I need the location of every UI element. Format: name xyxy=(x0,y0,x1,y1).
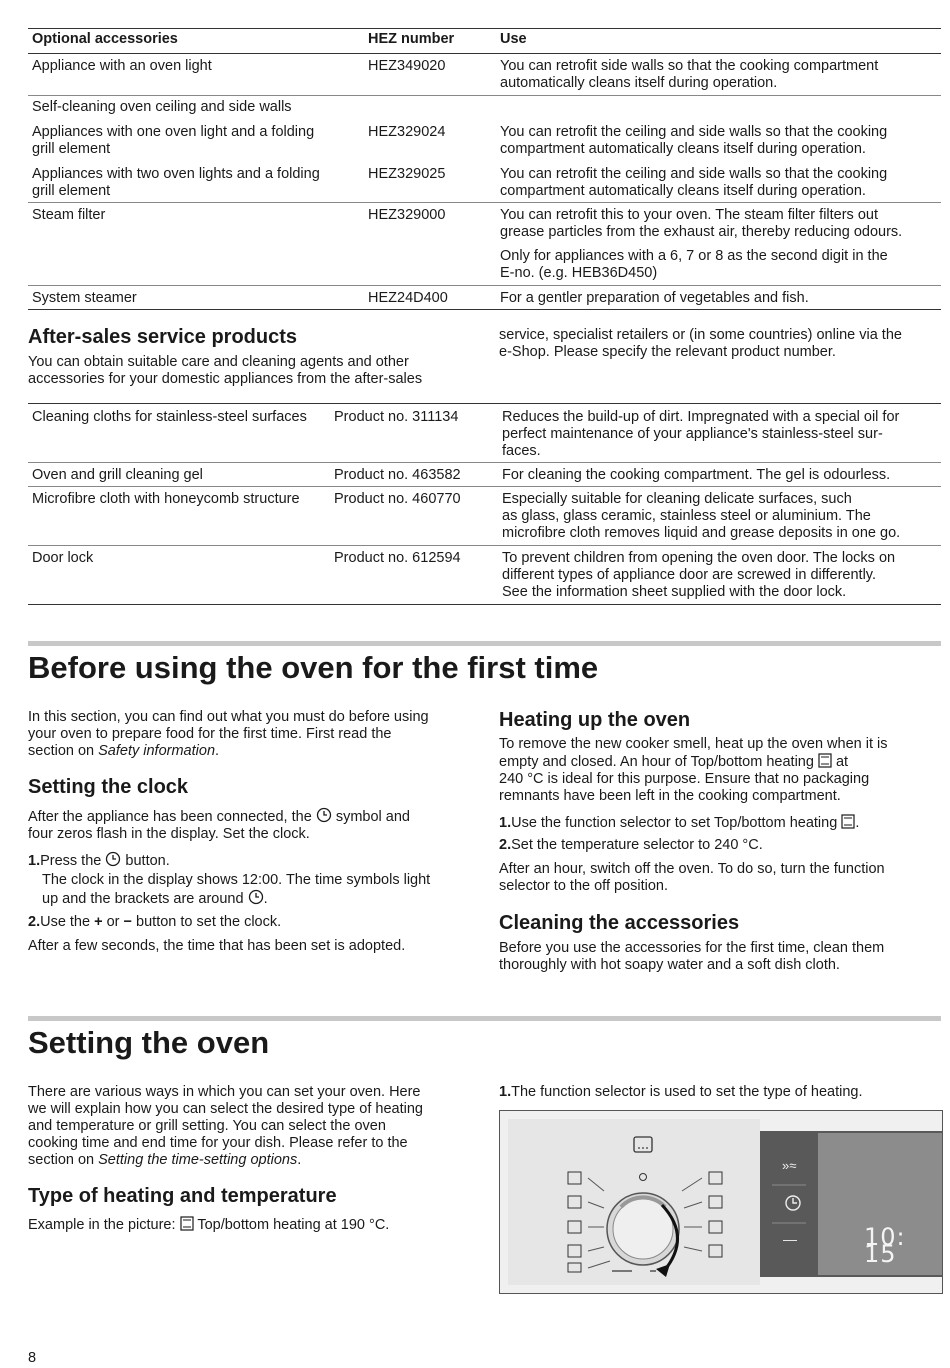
row-rule xyxy=(28,462,941,463)
heating-after: After an hour, switch off the oven. To do so, turn the function selector to the off position. xyxy=(499,861,885,894)
after-sales-top-rule xyxy=(28,403,941,404)
top-bottom-heating-icon xyxy=(818,753,832,768)
use-text: You can retrofit the ceiling and side walls so that the cooking compartment automatically cleans itself during operation. xyxy=(500,166,888,199)
col-header-use: Use xyxy=(500,31,527,47)
safety-information-link[interactable]: Safety information xyxy=(98,743,216,759)
function-selector-step: 1.The function selector is used to set the type of heating. xyxy=(499,1084,863,1100)
setting-oven-intro: There are various ways in which you can set your oven. Here we will explain how you can select the desired type of heating and temperature or grill setting. You can select the oven cooking time and end time for your dish. Please refer to the section on Setting the time-setting options. xyxy=(28,1084,423,1168)
after-sales-bottom-rule xyxy=(28,604,941,605)
section-divider xyxy=(28,641,941,646)
table-row: Microfibre cloth with honeycomb structure xyxy=(32,491,300,507)
clock-step-1: 1.Press the button. xyxy=(28,853,170,869)
heating-step-1: 1.Use the function selector to set Top/bottom heating . xyxy=(499,815,860,831)
clock-step-1-note: The clock in the display shows 12:00. The time symbols light up and the brackets are around . xyxy=(42,872,431,907)
hez-number: HEZ24D400 xyxy=(368,290,448,306)
table-row: Cleaning cloths for stainless-steel surfaces xyxy=(32,409,307,425)
hez-number: HEZ349020 xyxy=(368,58,446,74)
table-row: Appliances with two oven lights and a folding grill element xyxy=(32,166,320,199)
table-row: Door lock xyxy=(32,550,94,566)
table-row: System steamer xyxy=(32,290,137,306)
section-divider xyxy=(28,1016,941,1021)
first-time-intro: In this section, you can find out what you must do before using your oven to prepare food for the first time. First read the section on Safety information. xyxy=(28,709,429,759)
product-number: Product no. 460770 xyxy=(334,491,461,507)
use-text: For a gentler preparation of vegetables and fish. xyxy=(500,290,809,306)
table-bottom-rule xyxy=(28,309,941,310)
after-sales-title: After-sales service products xyxy=(28,326,298,348)
type-heating-example: Example in the picture: Top/bottom heating at 190 °C. xyxy=(28,1217,390,1233)
hez-number: HEZ329000 xyxy=(368,207,446,223)
section-title-first-time: Before using the oven for the first time xyxy=(28,650,599,685)
time-setting-options-link[interactable]: Setting the time-setting options xyxy=(98,1152,298,1168)
use-text: For cleaning the cooking compartment. The gel is odourless. xyxy=(502,467,891,483)
page-number: 8 xyxy=(28,1350,37,1366)
table-row: Oven and grill cleaning gel xyxy=(32,467,203,483)
after-sales-intro-left: You can obtain suitable care and cleaning agents and other accessories for your domestic appliances from the after-sales xyxy=(28,354,423,387)
minus-button-label[interactable]: — xyxy=(783,1231,797,1247)
top-bottom-heating-icon xyxy=(841,814,855,829)
clock-paragraph: After the appliance has been connected, the symbol and four zeros flash in the display. Set the clock. xyxy=(28,809,410,842)
type-heating-title: Type of heating and temperature xyxy=(28,1185,337,1207)
clock-icon xyxy=(316,807,332,823)
table-row: Self-cleaning oven ceiling and side walls xyxy=(32,99,292,115)
col-header-hez: HEZ number xyxy=(368,31,455,47)
use-text: You can retrofit side walls so that the cooking compartment automatically cleans itself during operation. xyxy=(500,58,879,91)
table-header-rule xyxy=(28,53,941,54)
table-top-rule xyxy=(28,28,941,29)
table-row: Steam filter xyxy=(32,207,106,223)
row-rule xyxy=(28,486,941,487)
product-number: Product no. 612594 xyxy=(334,550,461,566)
display-time: 10: 15 xyxy=(864,1223,906,1268)
use-text: You can retrofit this to your oven. The steam filter filters out grease particles from the exhaust air, thereby reducing odours. xyxy=(500,207,903,240)
use-text: Reduces the build-up of dirt. Impregnated with a special oil for perfect maintenance of your appliance's stainless-steel sur- faces. xyxy=(502,409,900,459)
clock-after: After a few seconds, the time that has been set is adopted. xyxy=(28,938,406,954)
clock-step-2: 2.Use the + or − button to set the clock. xyxy=(28,914,282,930)
minus-icon: − xyxy=(123,914,133,930)
clock-icon xyxy=(248,889,264,905)
table-row: Appliances with one oven light and a folding grill element xyxy=(32,124,315,157)
cleaning-paragraph: Before you use the accessories for the first time, clean them thoroughly with hot soapy water and a soft dish cloth. xyxy=(499,940,885,973)
heating-step-2: 2.Set the temperature selector to 240 °C. xyxy=(499,837,763,853)
col-header-accessories: Optional accessories xyxy=(32,31,178,47)
product-number: Product no. 311134 xyxy=(334,409,459,425)
clock-title: Setting the clock xyxy=(28,776,189,798)
heating-title: Heating up the oven xyxy=(499,709,691,731)
heating-paragraph: To remove the new cooker smell, heat up the oven when it is empty and closed. An hour of Top/bottom heating at 240 °C is ideal for this purpose. Ensure that no packaging remnants have been left in the cooking compartment. xyxy=(499,736,888,804)
hez-number: HEZ329025 xyxy=(368,166,446,182)
use-text: Especially suitable for cleaning delicate surfaces, such as glass, glass ceramic, stainless steel or aluminium. The microfibre cloth removes liquid and grease deposits in one go. xyxy=(502,491,901,541)
steam-button-label[interactable]: »≈ xyxy=(782,1158,797,1173)
after-sales-intro-right: service, specialist retailers or (in some countries) online via the e-Shop. Please specify the relevant product number. xyxy=(499,327,902,360)
row-rule xyxy=(28,545,941,546)
oven-control-panel-illustration xyxy=(499,1110,943,1294)
row-rule xyxy=(28,202,941,203)
product-number: Product no. 463582 xyxy=(334,467,461,483)
clock-button-icon xyxy=(105,851,121,867)
row-rule xyxy=(28,95,941,96)
cleaning-title: Cleaning the accessories xyxy=(499,912,740,934)
hez-number: HEZ329024 xyxy=(368,124,446,140)
use-text: To prevent children from opening the oven door. The locks on different types of appliance door are screwed in differently. See the information sheet supplied with the door lock. xyxy=(502,550,896,600)
section-title-setting-oven: Setting the oven xyxy=(28,1025,270,1060)
top-bottom-heating-icon xyxy=(180,1216,194,1231)
row-rule xyxy=(28,285,941,286)
use-text: You can retrofit the ceiling and side walls so that the cooking compartment automatically cleans itself during operation. xyxy=(500,124,888,157)
table-row: Appliance with an oven light xyxy=(32,58,212,74)
use-note: Only for appliances with a 6, 7 or 8 as the second digit in the E-no. (e.g. HEB36D450) xyxy=(500,248,888,281)
plus-icon: + xyxy=(94,914,103,930)
